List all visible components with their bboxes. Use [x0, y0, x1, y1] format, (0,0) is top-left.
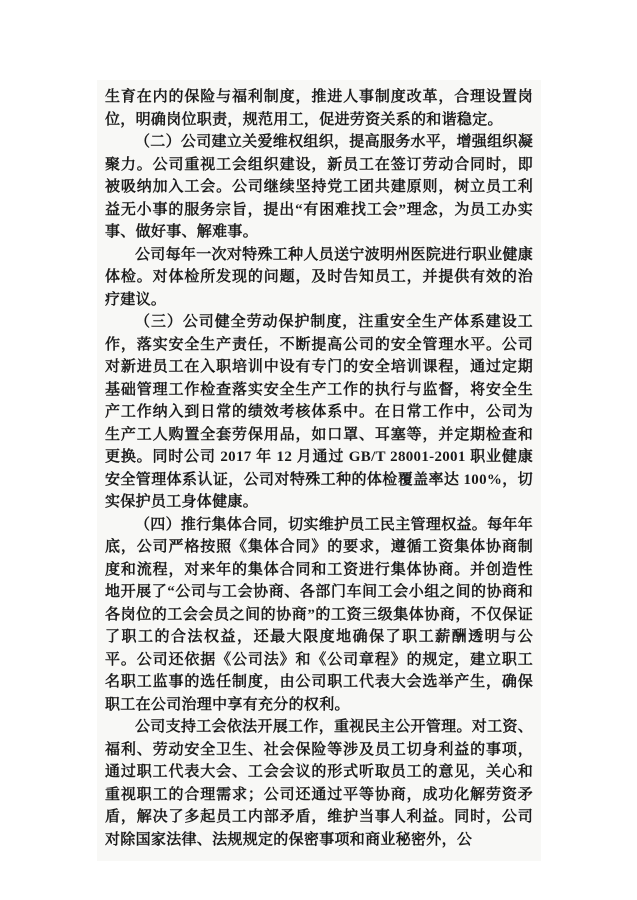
paragraph: （二）公司建立关爱维权组织，提高服务水平，增强组织凝聚力。公司重视工会组织建设，新员工在签订劳动合同时，即被吸纳加入工会。公司继续坚持党工团共建原则，树立员工利益无小事的服务宗旨，提出“有困难找工会”理念，为员工办实事、做好事、解难事。 — [105, 134, 533, 240]
paragraph: （四）推行集体合同，切实维护员工民主管理权益。每年年底，公司严格按照《集体合同》的要求，遵循工资集体协商制度和流程，对来年的集体合同和工资进行集体协商。并创造性地开展了“公司与工会协商、各部门车间工会小组之间的协商和各岗位的工会会员之间的协商”的工资三级集体协商，不仅保证了职工的合法权益，还最大限度地确保了职工薪酬透明与公平。公司还依据《公司法》和《公司章程》的规定，建立职工名职工监事的选任制度，由公司职工代表大会选举产生，确保职工在公司治理中享有充分的权利。 — [105, 516, 533, 713]
scanned-text-block — [97, 80, 541, 861]
paragraph: 生育在内的保险与福利制度，推进人事制度改革，合理设置岗位，明确岗位职责，规范用工，促进劳资关系的和谐稳定。 — [105, 89, 533, 128]
paragraph: 公司每年一次对特殊工种人员送宁波明州医院进行职业健康体检。对体检所发现的问题，及时告知员工，并提供有效的治疗建议。 — [105, 246, 533, 308]
paragraph: 公司支持工会依法开展工作，重视民主公开管理。对工资、福利、劳动安全卫生、社会保险等涉及员工切身利益的事项，通过职工代表大会、工会会议的形式听取员工的意见，关心和重视职工的合理需求；公司还通过平等协商，成功化解劳资矛盾，解决了多起员工内部矛盾，维护当事人利益。同时，公司对除国家法律、法规规定的保密事项和商业秘密外，公 — [105, 719, 533, 848]
paragraph: （三）公司健全劳动保护制度，注重安全生产体系建设工作，落实安全生产责任，不断提高公司的安全管理水平。公司对新进员工在入职培训中设有专门的安全培训课程，通过定期基础管理工作检查落实安全生产工作的执行与监督，将安全生产工作纳入到日常的绩效考核体系中。在日常工作中，公司为生产工人购置全套劳保用品，如口罩、耳塞等，并定期检查和更换。同时公司 2017 年 12 月通过 GB/T 28001-2001 职业健康安全管理体系认证，公司对特殊工种的体检覆盖率达 100%，切实保护员工身体健康。 — [105, 314, 533, 510]
